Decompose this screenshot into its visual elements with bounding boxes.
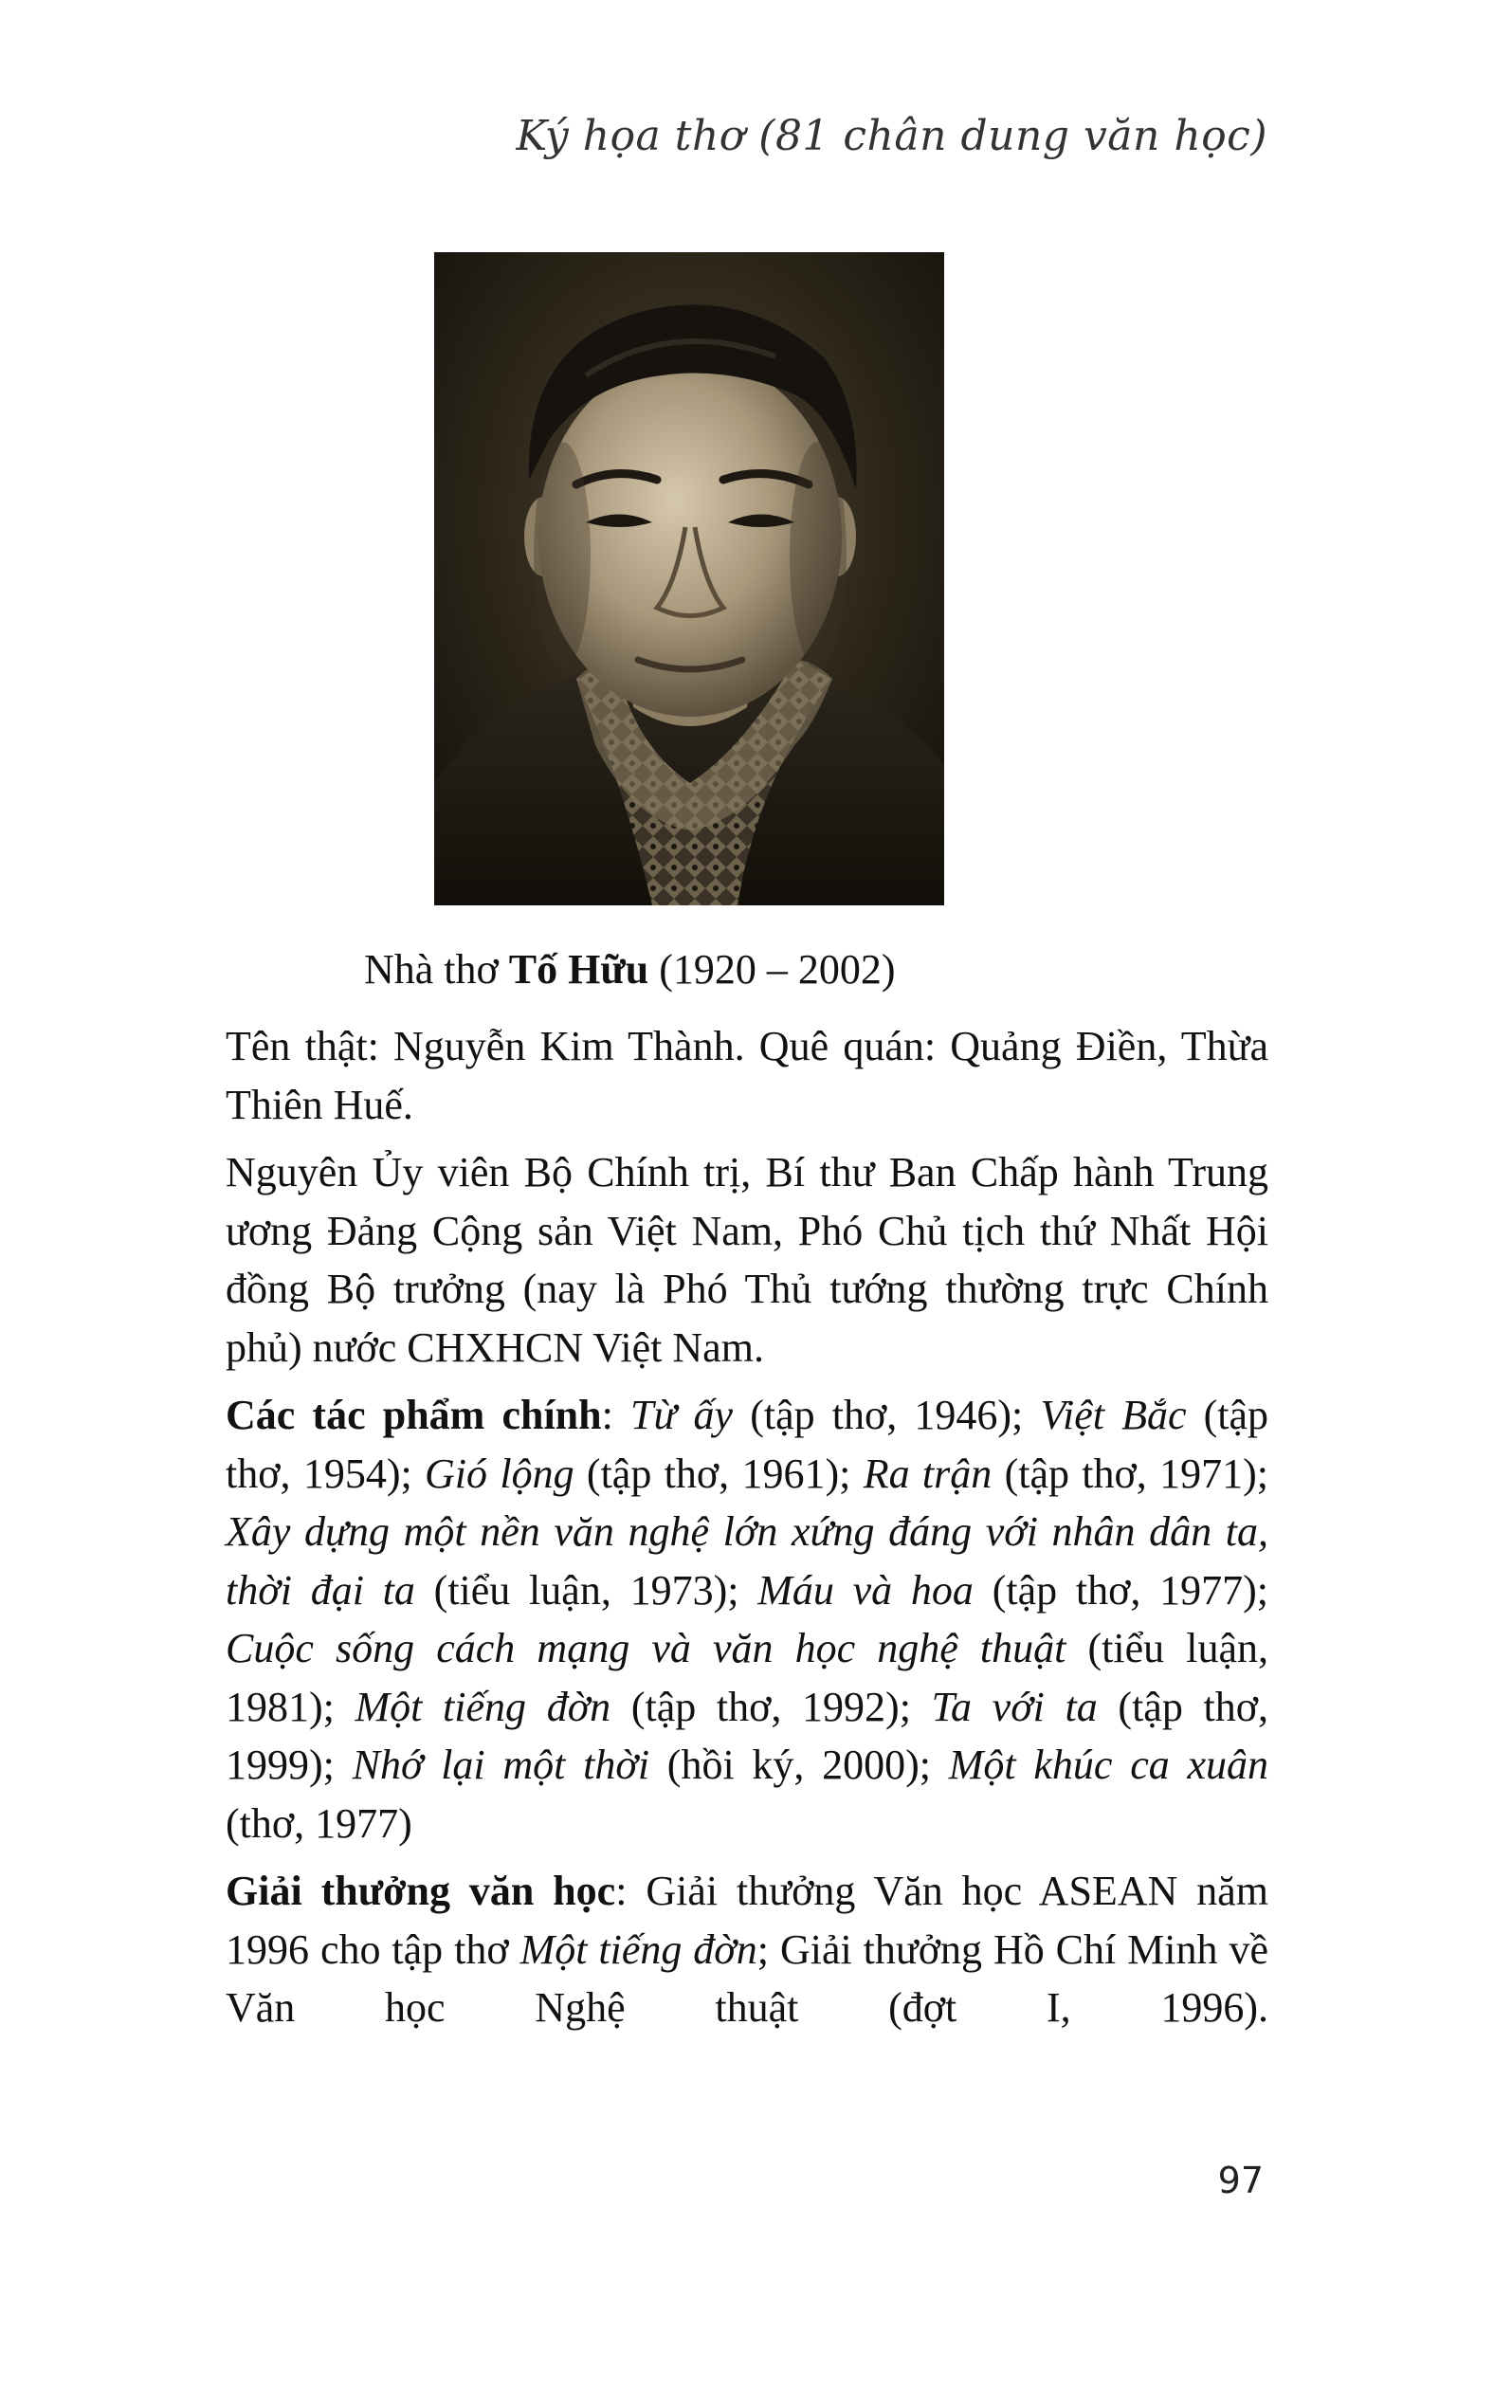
caption-prefix: Nhà thơ xyxy=(364,946,509,993)
awards-paragraph xyxy=(226,1862,1268,2037)
work-note: (tập thơ, 1954); xyxy=(226,1392,1269,1497)
poet-name: Tố Hữu xyxy=(508,946,649,993)
works-paragraph xyxy=(226,1386,1268,1852)
portrait-photo xyxy=(434,252,944,905)
biography xyxy=(226,1017,1268,2047)
awards-text: : Giải thưởng Văn học ASEAN năm 1996 cho tập thơ xyxy=(226,1868,1268,1973)
running-header: Ký họa thơ (81 chân dung văn học) xyxy=(516,112,1267,160)
awards-label: Giải thưởng văn học xyxy=(226,1868,616,1914)
work-note: (tiểu luận, 1973); xyxy=(414,1566,758,1614)
work-title: Một khúc ca xuân xyxy=(948,1742,1268,1788)
work-title: Máu và hoa xyxy=(757,1566,974,1614)
work-title: Gió lộng xyxy=(425,1450,574,1497)
work-note: (tập thơ, 1971); xyxy=(992,1450,1269,1497)
awards-text: ; Giải thưởng Hồ Chí Minh về Văn học Nghệ thuật (đợt I, 1996). xyxy=(226,1925,1269,2031)
poet-years: (1920 – 2002) xyxy=(648,946,896,993)
work-note: (tập thơ, 1999); xyxy=(226,1683,1268,1788)
work-note: (tập thơ, 1946); xyxy=(733,1392,1041,1438)
work-note: (thơ, 1977) xyxy=(226,1799,412,1847)
work-title: Xây dựng một nền văn nghệ lớn xứng đáng với nhân dân ta, thời đại ta xyxy=(226,1508,1268,1614)
work-title: Việt Bắc xyxy=(1040,1392,1187,1438)
work-title: Một tiếng đờn xyxy=(355,1683,611,1730)
work-title: Nhớ lại một thời xyxy=(352,1742,650,1788)
page-number: 97 xyxy=(1217,2160,1264,2201)
work-title: Cuộc sống cách mạng và văn học nghệ thuật xyxy=(226,1625,1066,1671)
work-title: Từ ấy xyxy=(629,1392,734,1438)
portrait-illustration xyxy=(434,252,944,905)
works-label: Các tác phẩm chính xyxy=(226,1392,602,1438)
photo-caption xyxy=(364,943,896,996)
work-note: (tập thơ, 1977); xyxy=(973,1566,1268,1614)
work-note: (tiểu luận, 1981); xyxy=(226,1625,1269,1730)
works-colon: : xyxy=(601,1392,630,1438)
work-note: (tập thơ, 1992); xyxy=(610,1683,932,1730)
work-note: (tập thơ, 1961); xyxy=(574,1450,864,1497)
work-note: (hồi ký, 2000); xyxy=(649,1742,949,1788)
award-work-title: Một tiếng đờn xyxy=(519,1925,757,1973)
positions-paragraph: Nguyên Ủy viên Bộ Chính trị, Bí thư Ban Chấp hành Trung ương Đảng Cộng sản Việt Nam, Phó Chủ tịch thứ Nhất Hội đồng Bộ trưởng (nay là Phó Thủ tướng thường trực Chính phủ) nước CHXHCN Việt Nam. xyxy=(226,1149,1268,1371)
work-title: Ta với ta xyxy=(931,1683,1098,1730)
real-name-paragraph: Tên thật: Nguyễn Kim Thành. Quê quán: Quảng Điền, Thừa Thiên Huế. xyxy=(226,1023,1268,1128)
work-title: Ra trận xyxy=(863,1450,993,1497)
